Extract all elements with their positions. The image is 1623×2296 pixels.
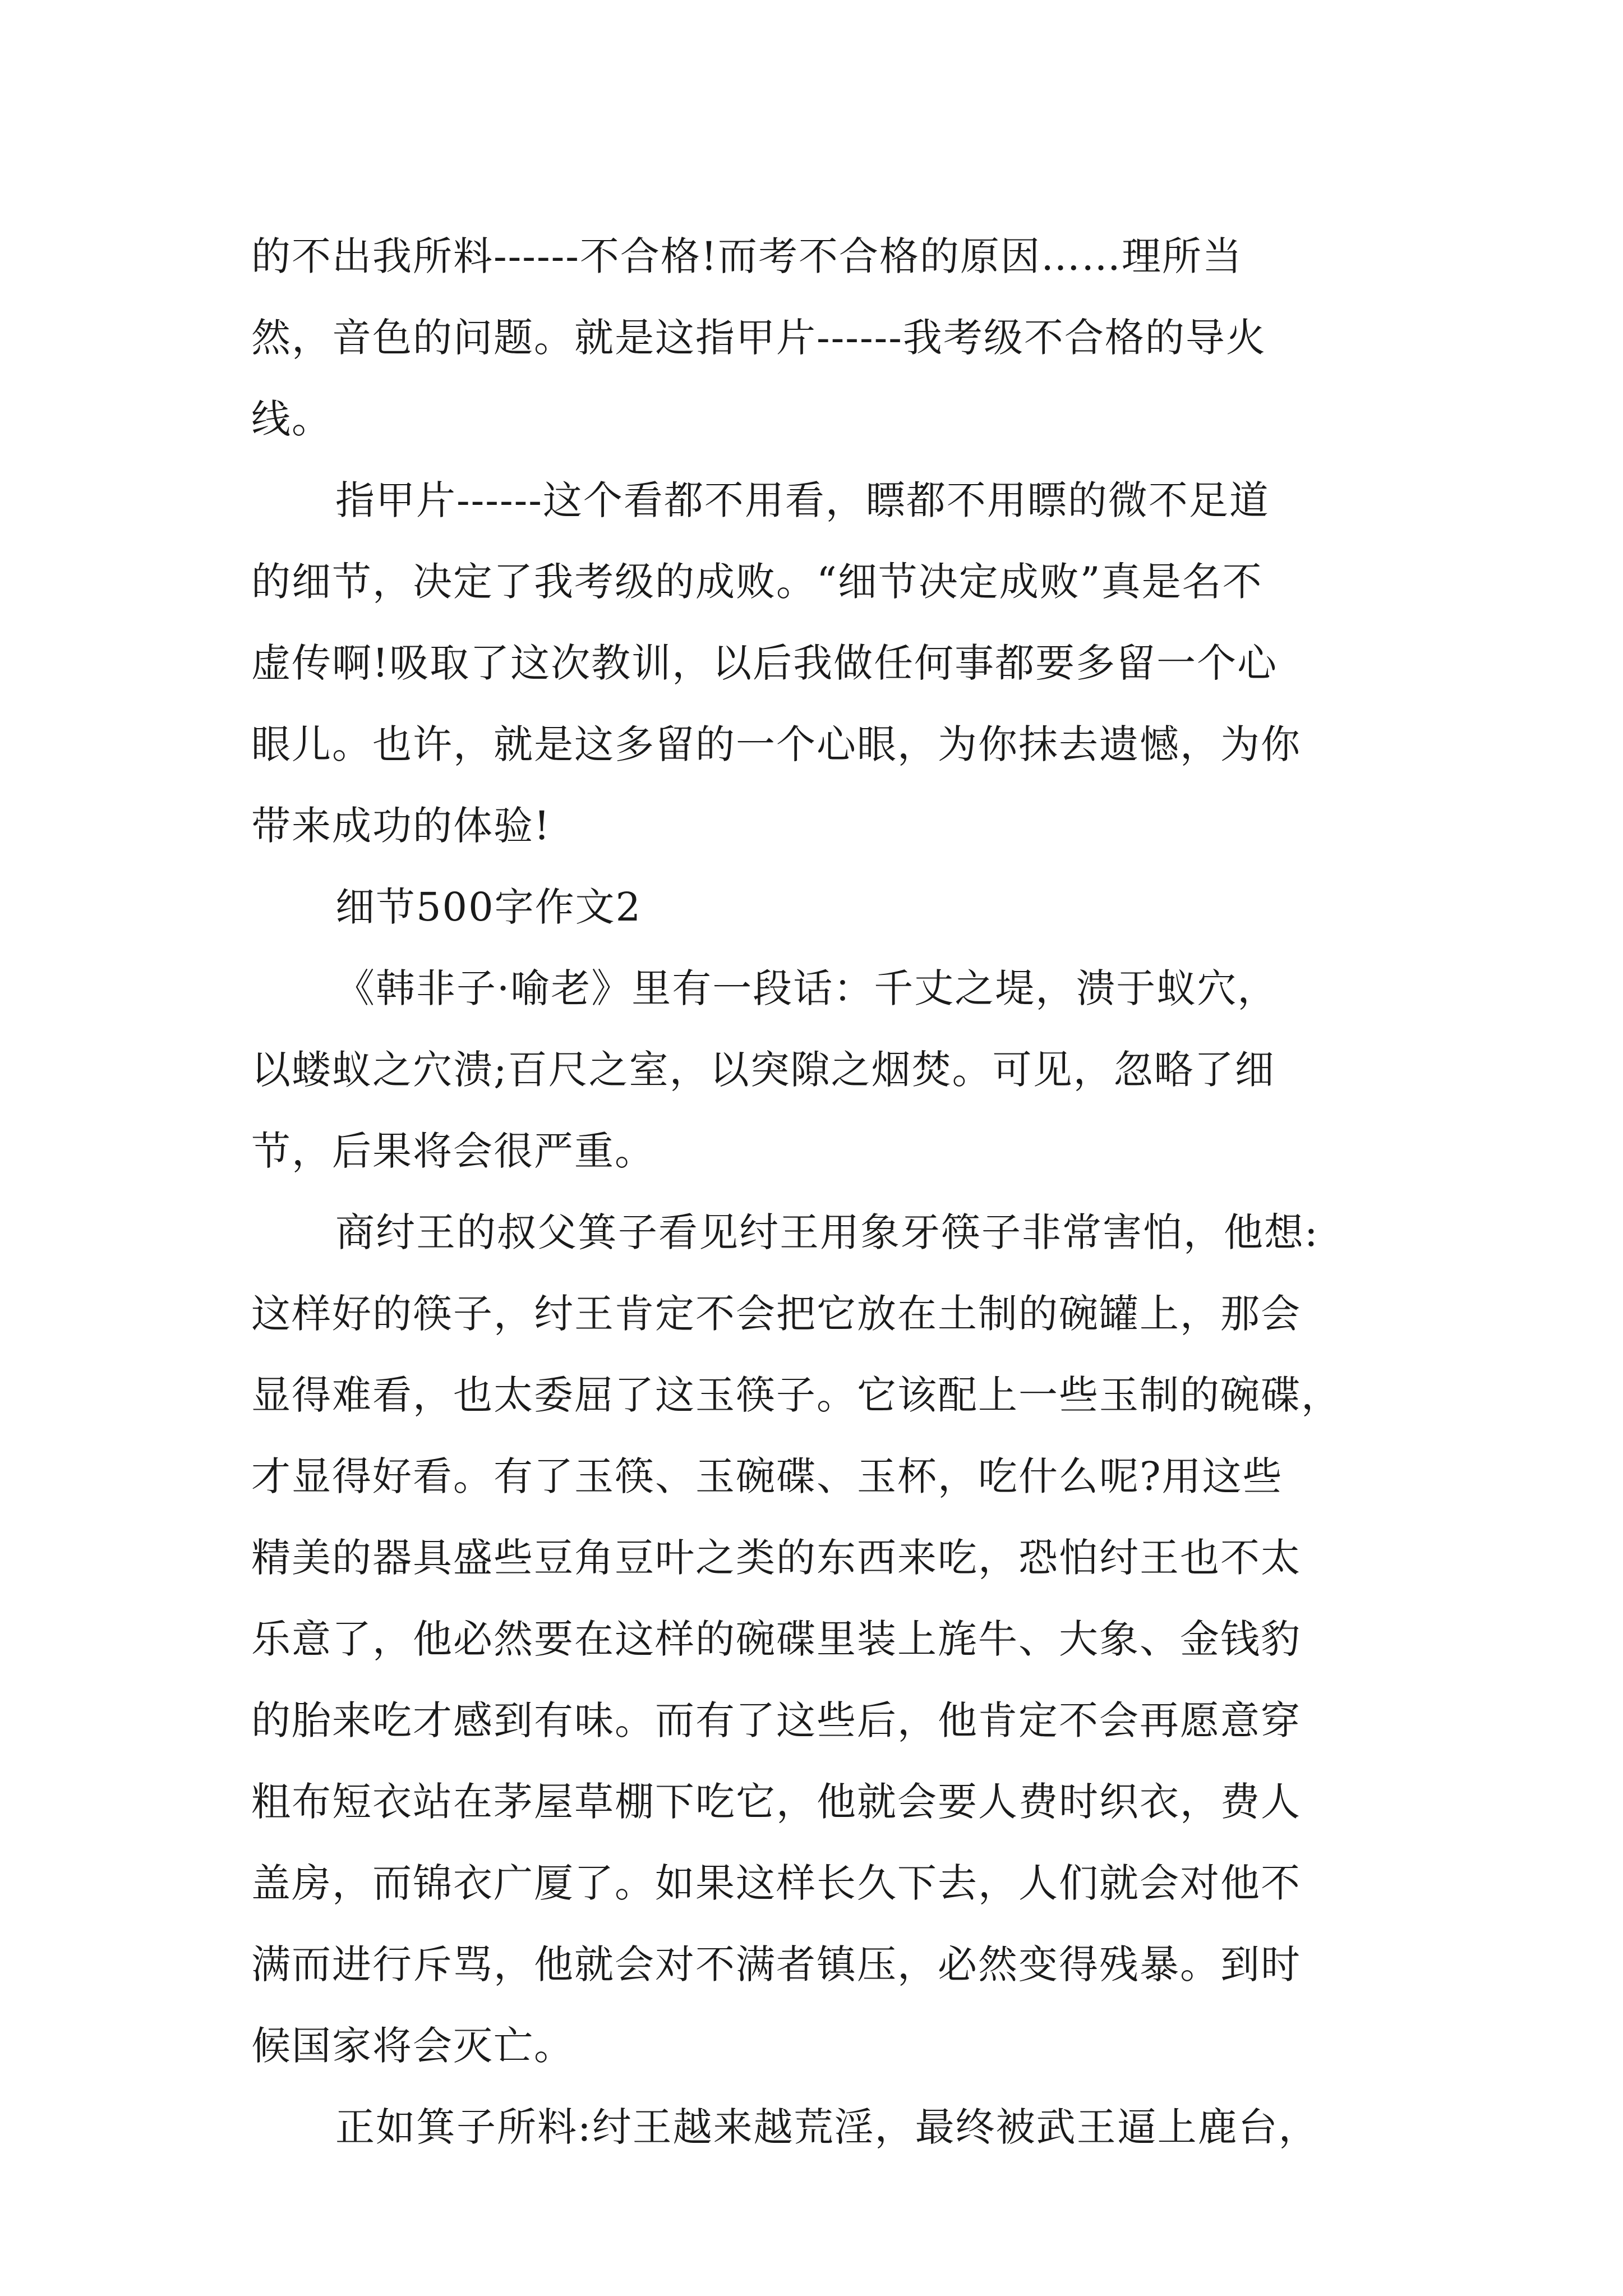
text-line: 的细节，决定了我考级的成败。“细节决定成败”真是名不 [251,559,1263,605]
paragraph-1 [251,216,1418,460]
paragraph-2 [251,460,1418,867]
text-line: 候国家将会灭亡。 [251,2023,574,2069]
text-line: 虚传啊!吸取了这次教训，以后我做任何事都要多留一个心 [251,640,1278,686]
text-line: 显得难看，也太委屈了这玉筷子。它该配上一些玉制的碗碟， [251,1372,1341,1418]
text-line: 的胎来吃才感到有味。而有了这些后，他肯定不会再愿意穿 [251,1697,1301,1743]
document-body [251,216,1418,2168]
text-line: 指甲片------这个看都不用看，瞟都不用瞟的微不足道 [335,477,1270,523]
section-heading [251,867,1418,948]
text-line: 眼儿。也许，就是这多留的一个心眼，为你抹去遗憾，为你 [251,721,1301,767]
text-line: 正如箕子所料:纣王越来越荒淫，最终被武王逼上鹿台， [335,2104,1319,2150]
text-line: 精美的器具盛些豆角豆叶之类的东西来吃，恐怕纣王也不太 [251,1535,1301,1581]
paragraph-5 [251,2087,1418,2168]
text-line: 商纣王的叔父箕子看见纣王用象牙筷子非常害怕，他想: [335,1209,1319,1255]
paragraph-3 [251,948,1418,1192]
text-line: 盖房，而锦衣广厦了。如果这样长久下去，人们就会对他不 [251,1860,1301,1906]
text-line: 的不出我所料------不合格!而考不合格的原因……理所当 [251,233,1243,279]
paragraph-4 [251,1192,1418,2087]
text-line: 线。 [251,396,332,442]
heading-text: 细节500字作文2 [335,884,642,930]
text-line: 满而进行斥骂，他就会对不满者镇压，必然变得残暴。到时 [251,1941,1301,1987]
text-line: 才显得好看。有了玉筷、玉碗碟、玉杯，吃什么呢?用这些 [251,1453,1283,1499]
text-line: 以蝼蚁之穴溃;百尺之室，以突隙之烟焚。可见，忽略了细 [251,1047,1275,1093]
text-line: 带来成功的体验! [251,803,551,849]
text-line: 这样好的筷子，纣王肯定不会把它放在土制的碗罐上，那会 [251,1291,1301,1337]
text-line: 乐意了，他必然要在这样的碗碟里装上旄牛、大象、金钱豹 [251,1616,1301,1662]
text-line: 《韩非子·喻老》里有一段话：千丈之堤，溃于蚁穴， [335,965,1278,1011]
text-line: 然，音色的问题。就是这指甲片------我考级不合格的导火 [251,315,1266,361]
text-line: 节，后果将会很严重。 [251,1128,655,1174]
text-line: 粗布短衣站在茅屋草棚下吃它，他就会要人费时织衣，费人 [251,1779,1301,1825]
